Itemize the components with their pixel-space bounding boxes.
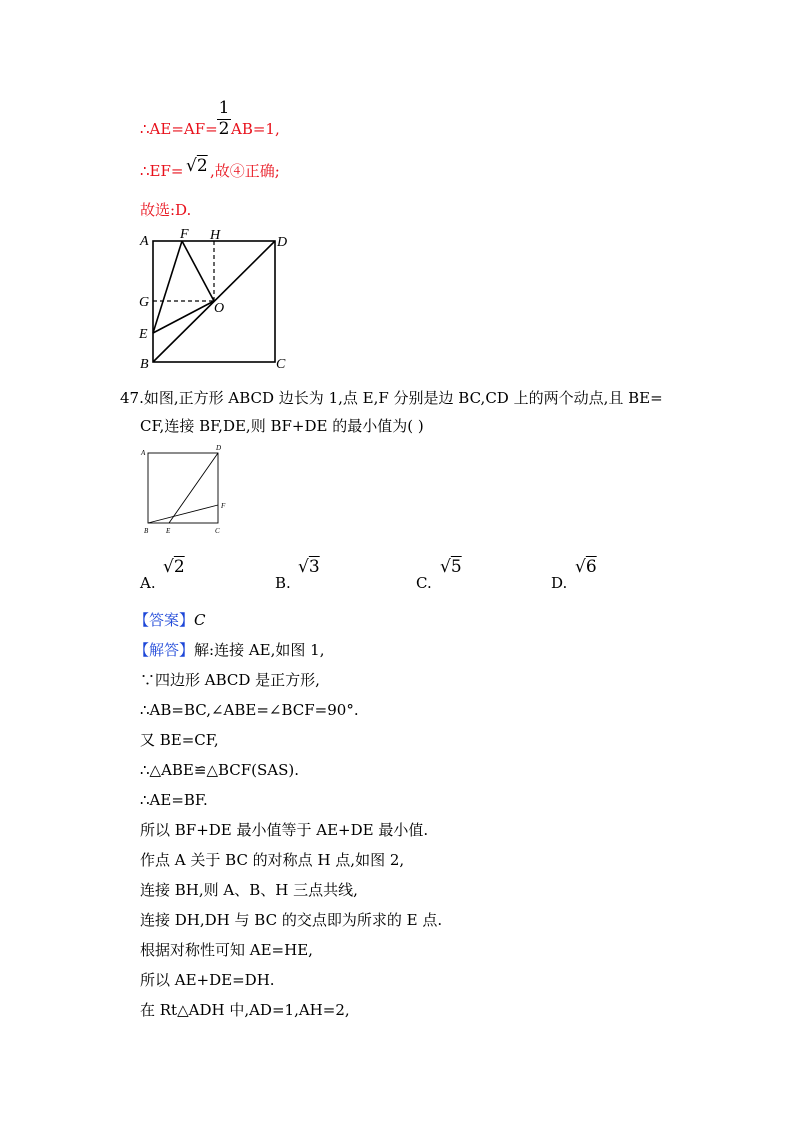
option-a-letter: A. [140, 574, 156, 592]
sqrt-symbol: √2 [186, 156, 208, 176]
label-h: H [210, 228, 221, 243]
analysis-line-3: 又 BE=CF, [140, 731, 219, 749]
segment-de [169, 453, 218, 523]
label-g: G [139, 295, 150, 310]
solution-line-2-suffix: ,故④正确; [210, 162, 280, 180]
fraction-denominator: 2 [218, 119, 230, 139]
analysis-line-2: ∴AB=BC,∠ABE=∠BCF=90°. [140, 701, 359, 719]
geometry-figure-2 [140, 444, 240, 536]
analysis-line-9: 连接 DH,DH 与 BC 的交点即为所求的 E 点. [140, 911, 443, 929]
analysis-line-4: ∴△ABE≌△BCF(SAS). [140, 761, 300, 779]
answer-tag: 【答案】 [134, 611, 195, 629]
analysis-line-0 [134, 640, 324, 660]
label-c: C [276, 357, 286, 368]
option-a-radicand: 2 [173, 557, 185, 577]
solution-line-3: 故选:D. [140, 201, 192, 219]
analysis-line-6: 所以 BF+DE 最小值等于 AE+DE 最小值. [140, 821, 429, 839]
label-c: C [215, 527, 220, 535]
analysis-line-8: 连接 BH,则 A、B、H 三点共线, [140, 881, 358, 899]
problem-text-line-1: 47.如图,正方形 ABCD 边长为 1,点 E,F 分别是边 BC,CD 上的两个动点,且 BE= [120, 389, 663, 407]
label-a: A [141, 449, 146, 457]
analysis-tag: 【解答】 [134, 641, 195, 659]
option-c-sqrt: √5 [440, 557, 462, 577]
option-d-letter: D. [551, 574, 568, 592]
analysis-line-12: 在 Rt△ADH 中,AD=1,AH=2, [140, 1001, 350, 1019]
option-c-letter: C. [416, 574, 432, 592]
square-abcd-small [148, 453, 218, 523]
label-d: D [277, 235, 288, 250]
analysis-line-7: 作点 A 关于 BC 的对称点 H 点,如图 2, [140, 851, 405, 869]
label-e: E [139, 327, 148, 342]
option-b-sqrt: √3 [298, 557, 320, 577]
label-f: F [180, 228, 189, 242]
fraction-numerator: 1 [218, 98, 230, 118]
geometry-figure-1 [132, 228, 292, 368]
analysis-line-5: ∴AE=BF. [140, 791, 208, 809]
solution-line-1-prefix: ∴AE=AF= [140, 120, 218, 138]
label-a: A [140, 234, 149, 249]
analysis-line-1: ∵四边形 ABCD 是正方形, [140, 671, 320, 689]
option-a-sqrt: √2 [163, 557, 185, 577]
label-b: B [140, 357, 149, 368]
analysis-line-11: 所以 AE+DE=DH. [140, 971, 275, 989]
option-c-radicand: 5 [450, 557, 462, 577]
option-d-sqrt: √6 [575, 557, 597, 577]
sqrt-radicand: 2 [196, 156, 208, 176]
analysis-text: 解:连接 AE,如图 1, [194, 641, 325, 659]
label-e: E [166, 527, 171, 535]
answer-row [134, 610, 206, 630]
segment-bf [148, 505, 218, 523]
analysis-line-10: 根据对称性可知 AE=HE, [140, 941, 313, 959]
option-b-letter: B. [275, 574, 291, 592]
solution-line-1-suffix: AB=1, [231, 120, 280, 138]
answer-value: C [194, 611, 206, 629]
option-d-radicand: 6 [585, 557, 597, 577]
option-b-radicand: 3 [308, 557, 320, 577]
label-f: F [221, 502, 226, 510]
solution-line-2-prefix: ∴EF= [140, 162, 184, 180]
label-o: O [214, 301, 225, 316]
label-b: B [144, 527, 149, 535]
problem-text-line-2: CF,连接 BF,DE,则 BF+DE 的最小值为( ) [140, 417, 424, 435]
segment-fo [182, 241, 214, 301]
label-d: D [216, 444, 222, 452]
